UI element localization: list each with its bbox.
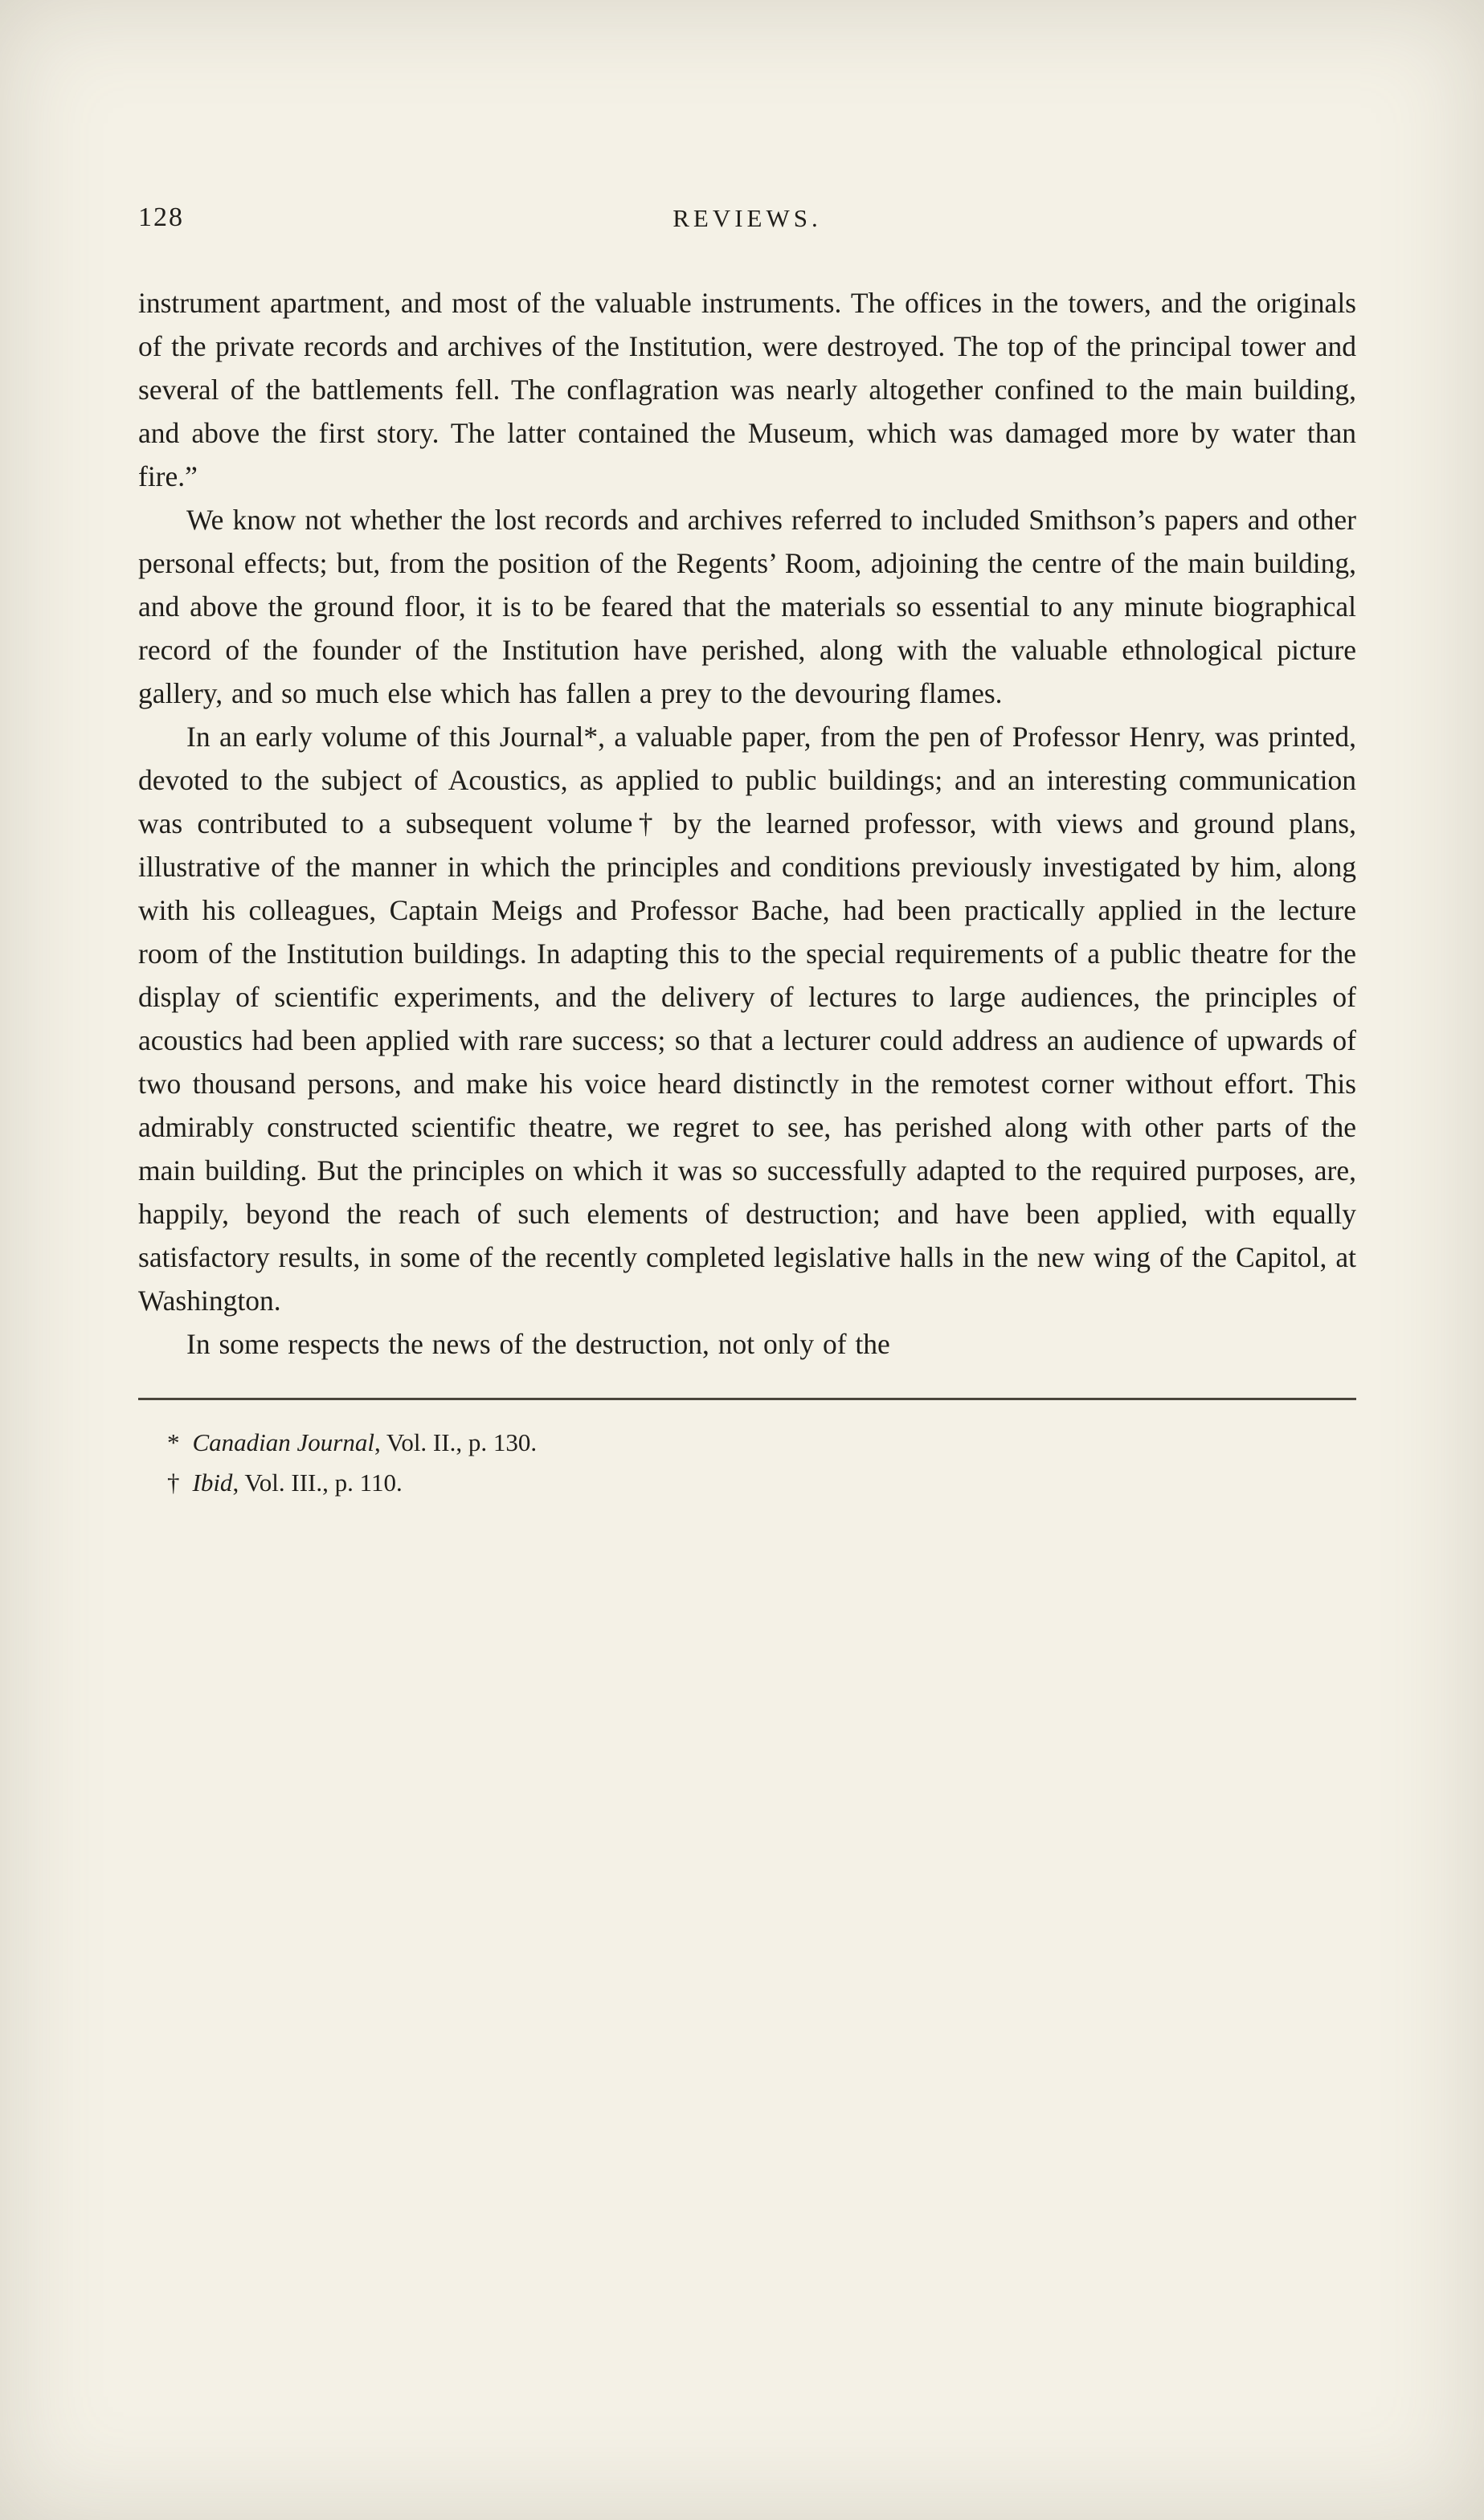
footnote-1-marker: * <box>167 1428 180 1456</box>
footnote-2-source: Ibid <box>192 1468 233 1497</box>
footnote-1 <box>138 1423 1356 1463</box>
footnote-2-detail: , Vol. III., p. 110. <box>232 1468 403 1497</box>
footnote-block <box>138 1398 1356 1503</box>
body-text <box>138 281 1356 1366</box>
page-number: 128 <box>138 202 184 232</box>
footnote-divider <box>138 1398 1356 1400</box>
running-head <box>138 199 1356 241</box>
page-content <box>138 199 1356 1503</box>
footnote-2-marker: † <box>167 1468 180 1497</box>
footnote-1-detail: , Vol. II., p. 130. <box>374 1428 538 1456</box>
body-paragraph-3: In an early volume of this Journal*, a valuable paper, from the pen of Professor Henry, was printed, devoted to the subject of Acoustics, as applied to public buildings; and an interesting communication was contributed to a subsequent volume† by the learned professor, with views and ground plans, illustrative of the manner in which the principles and conditions previously investigated by him, along with his colleagues, Captain Meigs and Professor Bache, had been practically applied in the lecture room of the Institution buildings. In adapting this to the special requirements of a public theatre for the display of scientific experiments, and the delivery of lectures to large audiences, the principles of acoustics had been applied with rare success; so that a lecturer could address an audience of upwards of two thousand persons, and make his voice heard distinctly in the remotest corner without effort. This admirably constructed scientific theatre, we regret to see, has perished along with other parts of the main building. But the principles on which it was so successfully adapted to the required purposes, are, happily, beyond the reach of such elements of destruction; and have been applied, with equally satisfactory results, in some of the recently completed legislative halls in the new wing of the Capitol, at Washington. <box>138 721 1356 1317</box>
footnote-2 <box>138 1463 1356 1503</box>
body-paragraph-1: instrument apartment, and most of the valuable instruments. The offices in the towers, and the originals of the private records and archives of the Institution, were destroyed. The top of the principal tower and several of the battlements fell. The conflagration was nearly altogether confined to the main building, and above the first story. The latter contained the Museum, which was damaged more by water than fire.” <box>138 287 1356 492</box>
body-paragraph-2: We know not whether the lost records and archives referred to included Smithson’s papers and other personal effects; but, from the position of the Regents’ Room, adjoining the centre of the main building, and above the ground floor, it is to be feared that the materials so essential to any minute biographical record of the founder of the Institution have perished, along with the valuable ethnological picture gallery, and so much else which has fallen a prey to the devouring flames. <box>138 504 1356 709</box>
footnote-1-source: Canadian Journal <box>192 1428 374 1456</box>
running-header-title: REVIEWS. <box>673 204 822 232</box>
body-paragraph-4: In some respects the news of the destruction, not only of the <box>186 1328 890 1360</box>
